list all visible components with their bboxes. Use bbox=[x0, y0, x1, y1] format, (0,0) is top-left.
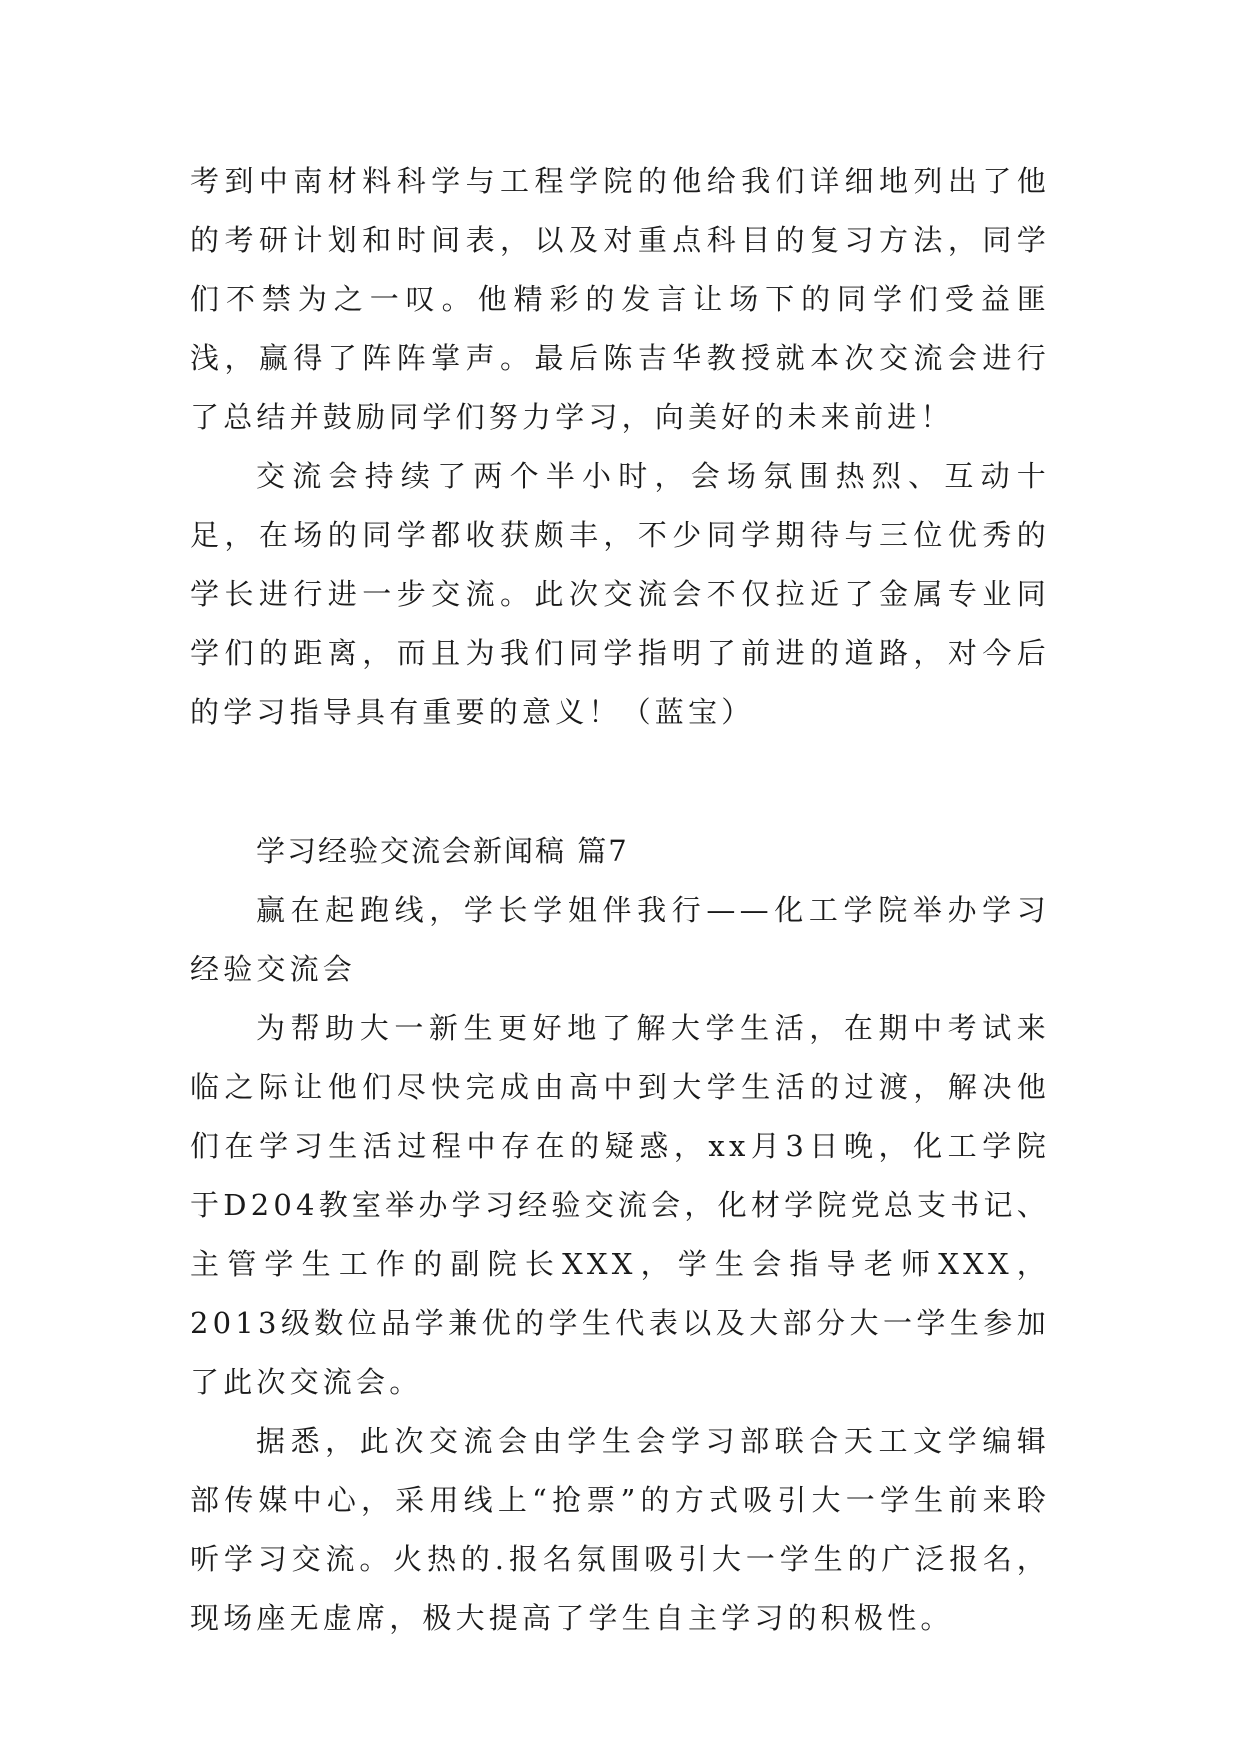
paragraph-summary: 交流会持续了两个半小时，会场氛围热烈、互动十足，在场的同学都收获颇丰，不少同学期待与三位优秀的学长进行进一步交流。此次交流会不仅拉近了金属专业同学们的距离，而且为我们同学指明了前进的道路，对今后的学习指导具有重要的意义！（蓝宝） bbox=[190, 459, 1050, 729]
section-spacer bbox=[190, 742, 1050, 822]
paragraph-detail: 据悉，此次交流会由学生会学习部联合天工文学编辑部传媒中心，采用线上“抢票”的方式吸引大一学生前来聆听学习交流。火热的.报名氛围吸引大一学生的广泛报名，现场座无虚席，极大提高了学生自主学习的积极性。 bbox=[190, 1424, 1050, 1635]
paragraph-intro: 为帮助大一新生更好地了解大学生活，在期中考试来临之际让他们尽快完成由高中到大学生活的过渡，解决他们在学习生活过程中存在的疑惑，xx月3日晚，化工学院于D204教室举办学习经验交流会，化材学院党总支书记、主管学生工作的副院长XXX，学生会指导老师XXX，2013级数位品学兼优的学生代表以及大部分大一学生参加了此次交流会。 bbox=[190, 1011, 1050, 1399]
section-heading: 学习经验交流会新闻稿 篇7 bbox=[256, 834, 629, 868]
document-body bbox=[190, 152, 1050, 1648]
article-title: 赢在起跑线，学长学姐伴我行——化工学院举办学习经验交流会 bbox=[190, 893, 1050, 986]
paragraph-continued: 考到中南材料科学与工程学院的他给我们详细地列出了他的考研计划和时间表，以及对重点科目的复习方法，同学们不禁为之一叹。他精彩的发言让场下的同学们受益匪浅，赢得了阵阵掌声。最后陈吉华教授就本次交流会进行了总结并鼓励同学们努力学习，向美好的未来前进！ bbox=[190, 164, 1050, 434]
